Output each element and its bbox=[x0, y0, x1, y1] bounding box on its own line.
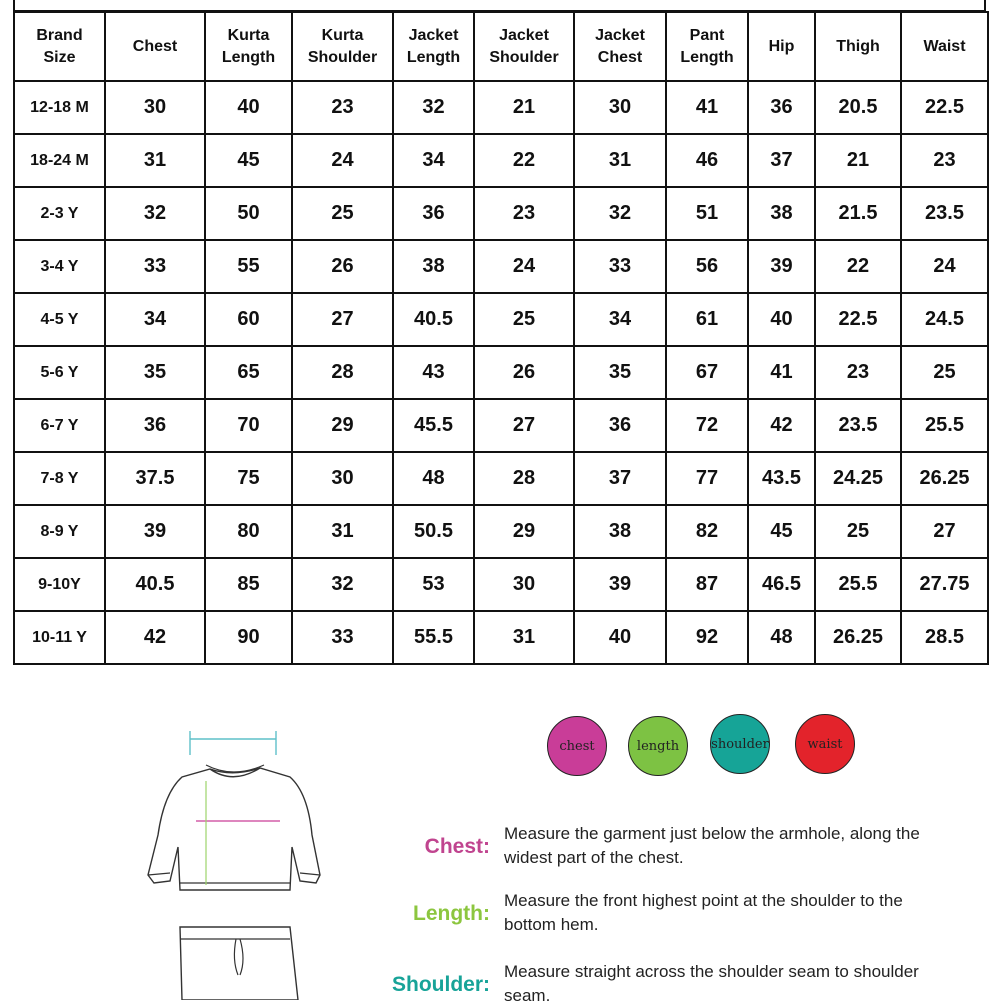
table-cell: 36 bbox=[105, 399, 205, 452]
legend-chest-swatch bbox=[547, 716, 607, 776]
column-header-text: Shoulder bbox=[307, 48, 378, 66]
table-cell: 55.5 bbox=[393, 611, 474, 664]
size-cell: 8-9 Y bbox=[14, 505, 105, 558]
kids-kurta-and-pant-outline-icon bbox=[140, 725, 340, 1000]
table-cell: 28 bbox=[474, 452, 574, 505]
size-cell: 4-5 Y bbox=[14, 293, 105, 346]
column-header bbox=[205, 12, 292, 81]
table-cell: 23 bbox=[474, 187, 574, 240]
definition-term: Chest: bbox=[424, 835, 490, 858]
table-cell: 40.5 bbox=[105, 558, 205, 611]
table-cell: 45 bbox=[748, 505, 815, 558]
table-cell: 56 bbox=[666, 240, 748, 293]
table-cell: 27 bbox=[292, 293, 393, 346]
table-cell: 25 bbox=[815, 505, 901, 558]
table-cell: 41 bbox=[666, 81, 748, 134]
table-cell: 50 bbox=[205, 187, 292, 240]
table-cell: 23.5 bbox=[815, 399, 901, 452]
table-cell: 38 bbox=[574, 505, 666, 558]
legend-chest-label: chest bbox=[559, 738, 595, 754]
column-header-text: Brand bbox=[36, 26, 83, 44]
table-cell: 23 bbox=[815, 346, 901, 399]
size-cell: 7-8 Y bbox=[14, 452, 105, 505]
table-cell: 35 bbox=[574, 346, 666, 399]
table-cell: 40 bbox=[748, 293, 815, 346]
table-cell: 24.25 bbox=[815, 452, 901, 505]
size-cell: 2-3 Y bbox=[14, 187, 105, 240]
table-row bbox=[14, 240, 988, 293]
table-cell: 32 bbox=[105, 187, 205, 240]
table-cell: 36 bbox=[748, 81, 815, 134]
table-cell: 38 bbox=[748, 187, 815, 240]
table-cell: 30 bbox=[292, 452, 393, 505]
definition-term: Length: bbox=[413, 902, 490, 925]
column-header-text: Kurta bbox=[321, 26, 364, 44]
table-cell: 32 bbox=[292, 558, 393, 611]
column-header-text: Waist bbox=[923, 37, 966, 55]
table-cell: 46 bbox=[666, 134, 748, 187]
table-cell: 21.5 bbox=[815, 187, 901, 240]
table-cell: 70 bbox=[205, 399, 292, 452]
table-cell: 27 bbox=[901, 505, 988, 558]
table-cell: 34 bbox=[393, 134, 474, 187]
table-row bbox=[14, 452, 988, 505]
size-cell: 5-6 Y bbox=[14, 346, 105, 399]
legend-length-swatch bbox=[628, 716, 688, 776]
column-header-text: Chest bbox=[132, 37, 178, 55]
table-cell: 75 bbox=[205, 452, 292, 505]
table-row bbox=[14, 81, 988, 134]
table-cell: 40 bbox=[574, 611, 666, 664]
table-cell: 26.25 bbox=[815, 611, 901, 664]
column-header bbox=[292, 12, 393, 81]
table-cell: 30 bbox=[474, 558, 574, 611]
table-cell: 23.5 bbox=[901, 187, 988, 240]
size-cell: 12-18 M bbox=[14, 81, 105, 134]
column-header-text: Length bbox=[221, 48, 276, 66]
table-cell: 82 bbox=[666, 505, 748, 558]
column-header-text: Chest bbox=[597, 48, 643, 66]
table-cell: 22.5 bbox=[901, 81, 988, 134]
table-cell: 26.25 bbox=[901, 452, 988, 505]
table-row bbox=[14, 558, 988, 611]
table-cell: 48 bbox=[393, 452, 474, 505]
column-header-text: Length bbox=[406, 48, 461, 66]
column-header bbox=[14, 12, 105, 81]
table-cell: 29 bbox=[474, 505, 574, 558]
definition-text: Measure the front highest point at the shoulder to the bottom hem. bbox=[504, 891, 903, 934]
table-cell: 51 bbox=[666, 187, 748, 240]
table-cell: 46.5 bbox=[748, 558, 815, 611]
table-cell: 35 bbox=[105, 346, 205, 399]
table-cell: 30 bbox=[105, 81, 205, 134]
legend-shoulder-swatch bbox=[710, 714, 770, 774]
table-row bbox=[14, 399, 988, 452]
table-cell: 26 bbox=[474, 346, 574, 399]
size-cell: 3-4 Y bbox=[14, 240, 105, 293]
table-cell: 37.5 bbox=[105, 452, 205, 505]
table-cell: 53 bbox=[393, 558, 474, 611]
table-cell: 92 bbox=[666, 611, 748, 664]
size-cell: 18-24 M bbox=[14, 134, 105, 187]
table-cell: 32 bbox=[574, 187, 666, 240]
table-cell: 55 bbox=[205, 240, 292, 293]
table-cell: 22.5 bbox=[815, 293, 901, 346]
table-cell: 25.5 bbox=[815, 558, 901, 611]
table-row bbox=[14, 187, 988, 240]
table-cell: 48 bbox=[748, 611, 815, 664]
definition-text: Measure straight across the shoulder seam to shoulder seam. bbox=[504, 962, 919, 1005]
table-cell: 23 bbox=[901, 134, 988, 187]
legend-shoulder-label: shoulder bbox=[711, 736, 769, 752]
table-cell: 42 bbox=[105, 611, 205, 664]
table-cell: 24 bbox=[474, 240, 574, 293]
table-cell: 45.5 bbox=[393, 399, 474, 452]
table-cell: 33 bbox=[574, 240, 666, 293]
table-cell: 60 bbox=[205, 293, 292, 346]
column-header bbox=[574, 12, 666, 81]
table-cell: 25 bbox=[901, 346, 988, 399]
column-header bbox=[901, 12, 988, 81]
column-header-text: Jacket bbox=[499, 26, 549, 44]
column-header-text: Kurta bbox=[227, 26, 270, 44]
table-cell: 21 bbox=[474, 81, 574, 134]
table-cell: 31 bbox=[292, 505, 393, 558]
table-cell: 77 bbox=[666, 452, 748, 505]
table-cell: 39 bbox=[748, 240, 815, 293]
column-header bbox=[474, 12, 574, 81]
column-header-text: Jacket bbox=[408, 26, 459, 44]
size-chart-table bbox=[13, 11, 989, 665]
table-cell: 20.5 bbox=[815, 81, 901, 134]
table-cell: 43.5 bbox=[748, 452, 815, 505]
table-cell: 43 bbox=[393, 346, 474, 399]
table-cell: 24.5 bbox=[901, 293, 988, 346]
legend-waist-swatch bbox=[795, 714, 855, 774]
table-cell: 21 bbox=[815, 134, 901, 187]
table-cell: 26 bbox=[292, 240, 393, 293]
table-row bbox=[14, 611, 988, 664]
table-cell: 24 bbox=[292, 134, 393, 187]
table-cell: 24 bbox=[901, 240, 988, 293]
table-cell: 40.5 bbox=[393, 293, 474, 346]
table-cell: 39 bbox=[574, 558, 666, 611]
table-cell: 87 bbox=[666, 558, 748, 611]
table-cell: 31 bbox=[574, 134, 666, 187]
table-row bbox=[14, 134, 988, 187]
size-cell: 6-7 Y bbox=[14, 399, 105, 452]
table-cell: 28.5 bbox=[901, 611, 988, 664]
column-header bbox=[748, 12, 815, 81]
column-header-text: Pant bbox=[689, 26, 725, 44]
table-cell: 39 bbox=[105, 505, 205, 558]
table-cell: 27 bbox=[474, 399, 574, 452]
column-header bbox=[105, 12, 205, 81]
table-cell: 41 bbox=[748, 346, 815, 399]
table-cell: 40 bbox=[205, 81, 292, 134]
table-cell: 25 bbox=[474, 293, 574, 346]
table-header-row bbox=[14, 12, 988, 81]
table-cell: 50.5 bbox=[393, 505, 474, 558]
definition-term: Shoulder: bbox=[392, 973, 490, 996]
table-cell: 29 bbox=[292, 399, 393, 452]
legend-waist-label: waist bbox=[807, 736, 843, 752]
table-cell: 61 bbox=[666, 293, 748, 346]
column-header bbox=[666, 12, 748, 81]
table-cell: 72 bbox=[666, 399, 748, 452]
table-cell: 85 bbox=[205, 558, 292, 611]
table-cell: 67 bbox=[666, 346, 748, 399]
table-cell: 42 bbox=[748, 399, 815, 452]
definition-text: Measure the garment just below the armhole, along the widest part of the chest. bbox=[504, 824, 920, 867]
table-cell: 32 bbox=[393, 81, 474, 134]
table-cell: 34 bbox=[574, 293, 666, 346]
table-cell: 37 bbox=[748, 134, 815, 187]
table-cell: 38 bbox=[393, 240, 474, 293]
table-cell: 34 bbox=[105, 293, 205, 346]
table-cell: 31 bbox=[105, 134, 205, 187]
column-header-text: Size bbox=[43, 48, 76, 66]
column-header-text: Shoulder bbox=[489, 48, 559, 66]
size-cell: 9-10Y bbox=[14, 558, 105, 611]
column-header-text: Hip bbox=[768, 37, 795, 55]
table-cell: 37 bbox=[574, 452, 666, 505]
table-cell: 33 bbox=[292, 611, 393, 664]
table-cell: 25 bbox=[292, 187, 393, 240]
column-header bbox=[815, 12, 901, 81]
table-cell: 33 bbox=[105, 240, 205, 293]
table-body bbox=[14, 81, 988, 664]
column-header-text: Length bbox=[680, 48, 734, 66]
table-cell: 36 bbox=[393, 187, 474, 240]
table-cell: 45 bbox=[205, 134, 292, 187]
column-header bbox=[393, 12, 474, 81]
legend-length-label: length bbox=[636, 738, 680, 754]
table-cell: 36 bbox=[574, 399, 666, 452]
table-cell: 30 bbox=[574, 81, 666, 134]
table-cell: 65 bbox=[205, 346, 292, 399]
table-cell: 90 bbox=[205, 611, 292, 664]
table-row bbox=[14, 346, 988, 399]
table-row bbox=[14, 293, 988, 346]
table-cell: 27.75 bbox=[901, 558, 988, 611]
table-cell: 23 bbox=[292, 81, 393, 134]
table-cell: 22 bbox=[474, 134, 574, 187]
table-row bbox=[14, 505, 988, 558]
table-cell: 80 bbox=[205, 505, 292, 558]
table-cell: 22 bbox=[815, 240, 901, 293]
table-cell: 25.5 bbox=[901, 399, 988, 452]
table-cell: 28 bbox=[292, 346, 393, 399]
column-header-text: Jacket bbox=[595, 26, 645, 44]
table-cell: 31 bbox=[474, 611, 574, 664]
column-header-text: Thigh bbox=[836, 37, 880, 55]
size-cell: 10-11 Y bbox=[14, 611, 105, 664]
